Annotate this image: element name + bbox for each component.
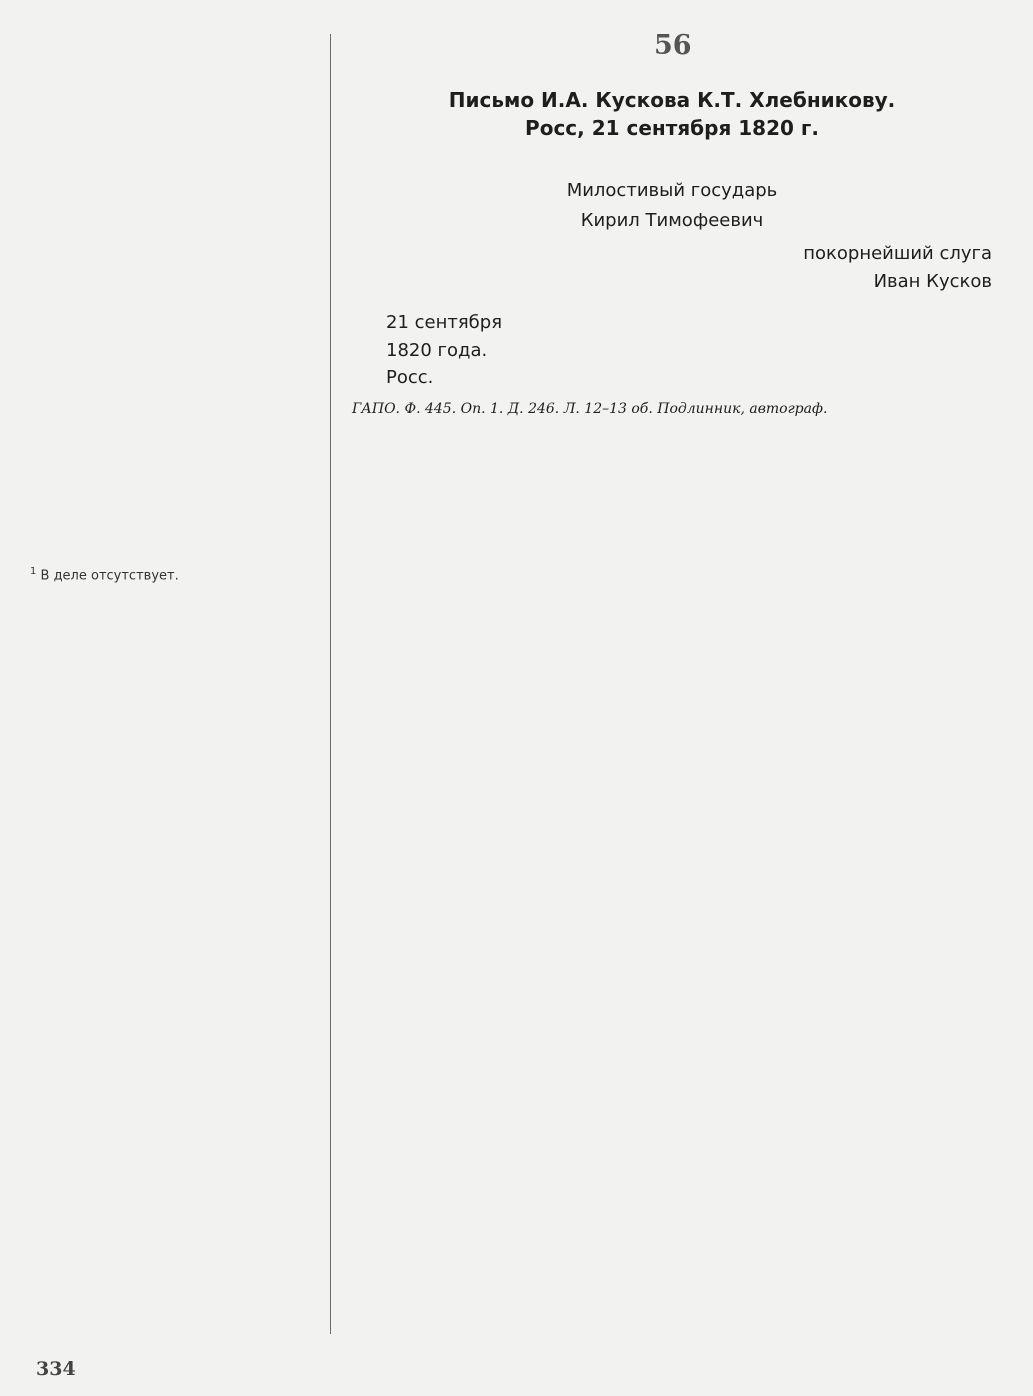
page-number: 334: [36, 1358, 76, 1380]
footnote-text: В деле отсутствует.: [40, 568, 179, 584]
margin-rule: [330, 34, 331, 1334]
date-line1: 21 сентября: [386, 312, 503, 333]
footnote: [30, 566, 179, 583]
document-title-line2: Росс, 21 сентября 1820 г.: [525, 116, 819, 140]
footnote-mark: 1: [30, 566, 37, 577]
document-title-line1: Письмо И.А. Кускова К.Т. Хлебникову.: [448, 88, 896, 112]
letter-body: [352, 240, 992, 423]
place-line: Росс.: [386, 367, 434, 388]
signoff-line2: Иван Кусков: [873, 270, 992, 292]
date-line2: 1820 года.: [386, 339, 488, 361]
signoff-line1: покорнейший слуга: [803, 243, 992, 264]
archive-reference: ГАПО. Ф. 445. Оп. 1. Д. 246. Л. 12–13 об. Подлинник, автограф.: [352, 400, 828, 417]
salutation-line1: Милостивый государь: [566, 180, 778, 201]
document-number: 56: [654, 30, 692, 61]
salutation-line2: Кирил Тимофеевич: [580, 210, 764, 231]
